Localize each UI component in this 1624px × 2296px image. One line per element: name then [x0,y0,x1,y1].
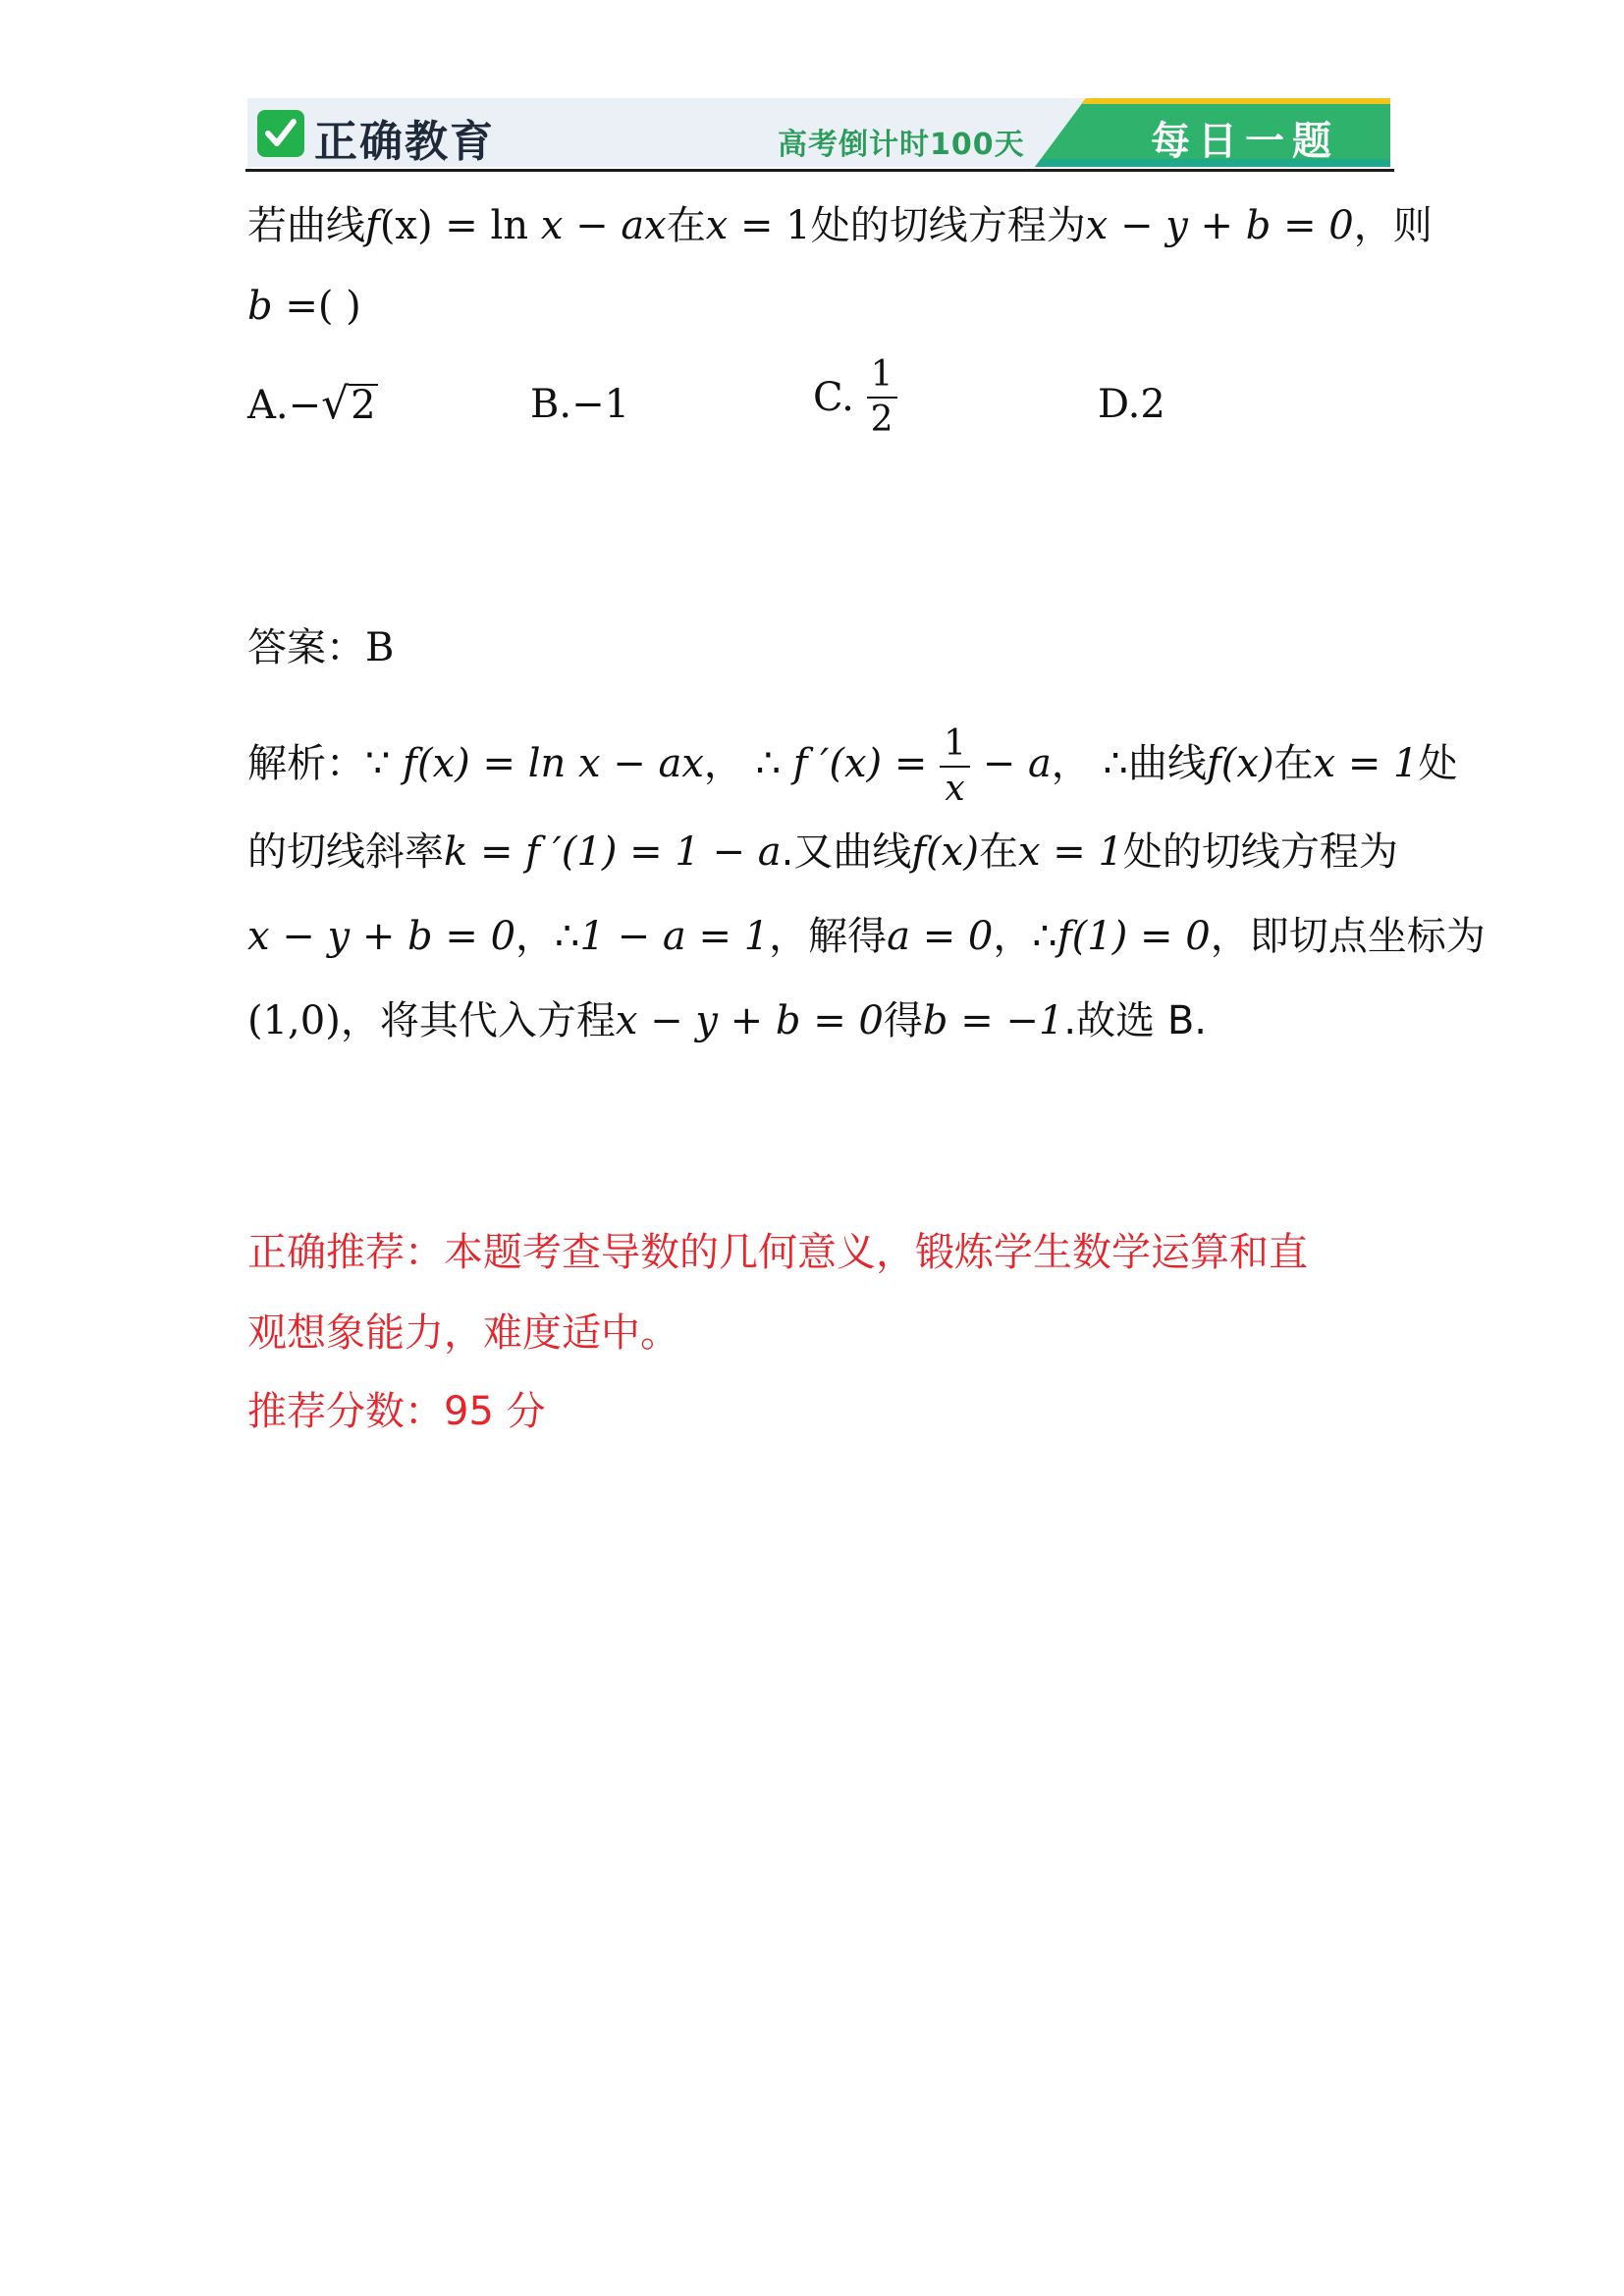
option-c: C. $\frac{1}{2}$ [813,357,897,438]
check-logo-icon [257,110,304,157]
daily-question-label: 每日一题 [1151,119,1339,164]
countdown-text: 高考倒计时100天 [778,128,1025,162]
recommend-line-1: 正确推荐：本题考查导数的几何意义，锻炼学生数学运算和直 [247,1230,1308,1275]
recommend-score: 推荐分数：95 分 [247,1389,546,1434]
analysis-line-2: 的切线斜率k = f ′(1) = 1 − a.又曲线f(x)在x = 1处的切线方程为 [247,829,1398,875]
question-line-2: b =( ) [247,284,361,329]
option-b: B.−1 [530,382,630,427]
sqrt-icon: √ [321,379,350,429]
question-line-1: 若曲线f(x) = ln x − ax在x = 1处的切线方程为x − y + b = 0，则 [247,203,1433,248]
option-a: A.−√2 [247,379,376,429]
brand-name: 正确教育 [314,117,495,167]
analysis-line-1: 解析：∵ f(x) = ln x − ax， ∴ f ′(x) = $\frac{1}{x}$ − a， ∴曲线f(x)在x = 1处 [247,723,1458,809]
option-d: D.2 [1098,382,1165,427]
header-rule [245,169,1394,172]
answer-line: 答案：B [247,625,395,670]
analysis-line-4: (1,0)，将其代入方程x − y + b = 0得b = −1.故选 B. [247,998,1207,1043]
recommend-line-2: 观想象能力，难度适中。 [247,1310,679,1356]
analysis-line-3: x − y + b = 0，∴1 − a = 1，解得a = 0，∴f(1) = 0，即切点坐标为 [247,914,1486,959]
